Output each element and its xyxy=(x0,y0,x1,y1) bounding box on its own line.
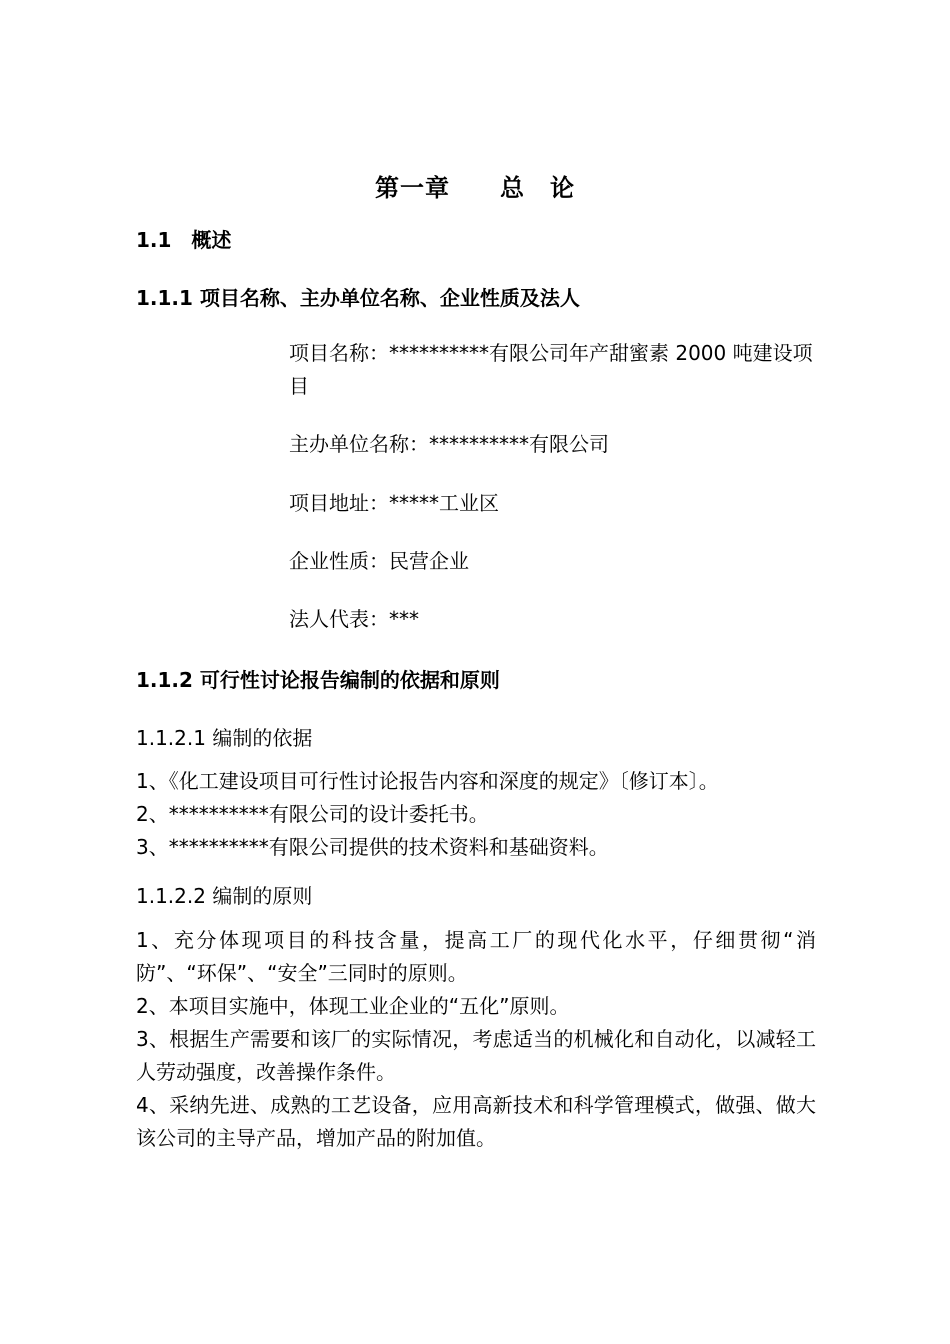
info-address xyxy=(289,487,819,520)
info-project-name xyxy=(289,337,819,403)
principle-item: 4、采纳先进、成熟的工艺设备，应用高新技术和科学管理模式，做强、做大该公司的主导产品，增加产品的附加值。 xyxy=(136,1093,816,1150)
info-project-name-text: 项目名称：**********有限公司年产甜蜜素 2000 吨建设项目 xyxy=(289,341,813,398)
principles-list xyxy=(136,924,816,1155)
info-legal-rep-text: 法人代表：*** xyxy=(289,607,419,631)
section-heading-1-1-2-1: 1.1.2.1 编制的依据 xyxy=(136,726,313,750)
section-heading-1-1-2-2: 1.1.2.2 编制的原则 xyxy=(136,884,313,908)
basis-list xyxy=(136,765,816,864)
principle-item: 2、本项目实施中，体现工业企业的“五化”原则。 xyxy=(136,994,570,1018)
basis-item: 3、**********有限公司提供的技术资料和基础资料。 xyxy=(136,835,609,859)
info-legal-rep xyxy=(289,603,819,636)
info-nature-text: 企业性质：民营企业 xyxy=(289,549,469,573)
info-sponsor-text: 主办单位名称：**********有限公司 xyxy=(289,432,609,456)
principle-item: 3、根据生产需要和该厂的实际情况，考虑适当的机械化和自动化，以减轻工人劳动强度，改善操作条件。 xyxy=(136,1027,816,1084)
info-nature xyxy=(289,545,819,578)
basis-item: 2、**********有限公司的设计委托书。 xyxy=(136,802,489,826)
info-sponsor xyxy=(289,428,819,461)
info-address-text: 项目地址：*****工业区 xyxy=(289,491,499,515)
basis-item: 1、《化工建设项目可行性讨论报告内容和深度的规定》〔修订本〕。 xyxy=(136,769,719,793)
chapter-title: 第一章 总 论 xyxy=(375,174,575,202)
principle-item: 1、充分体现项目的科技含量，提高工厂的现代化水平，仔细贯彻“消防”、“环保”、“安全”三同时的原则。 xyxy=(136,928,816,985)
section-heading-1-1-2: 1.1.2 可行性讨论报告编制的依据和原则 xyxy=(136,668,500,692)
section-heading-1-1: 1.1 概述 xyxy=(136,228,232,252)
section-heading-1-1-1: 1.1.1 项目名称、主办单位名称、企业性质及法人 xyxy=(136,286,580,310)
